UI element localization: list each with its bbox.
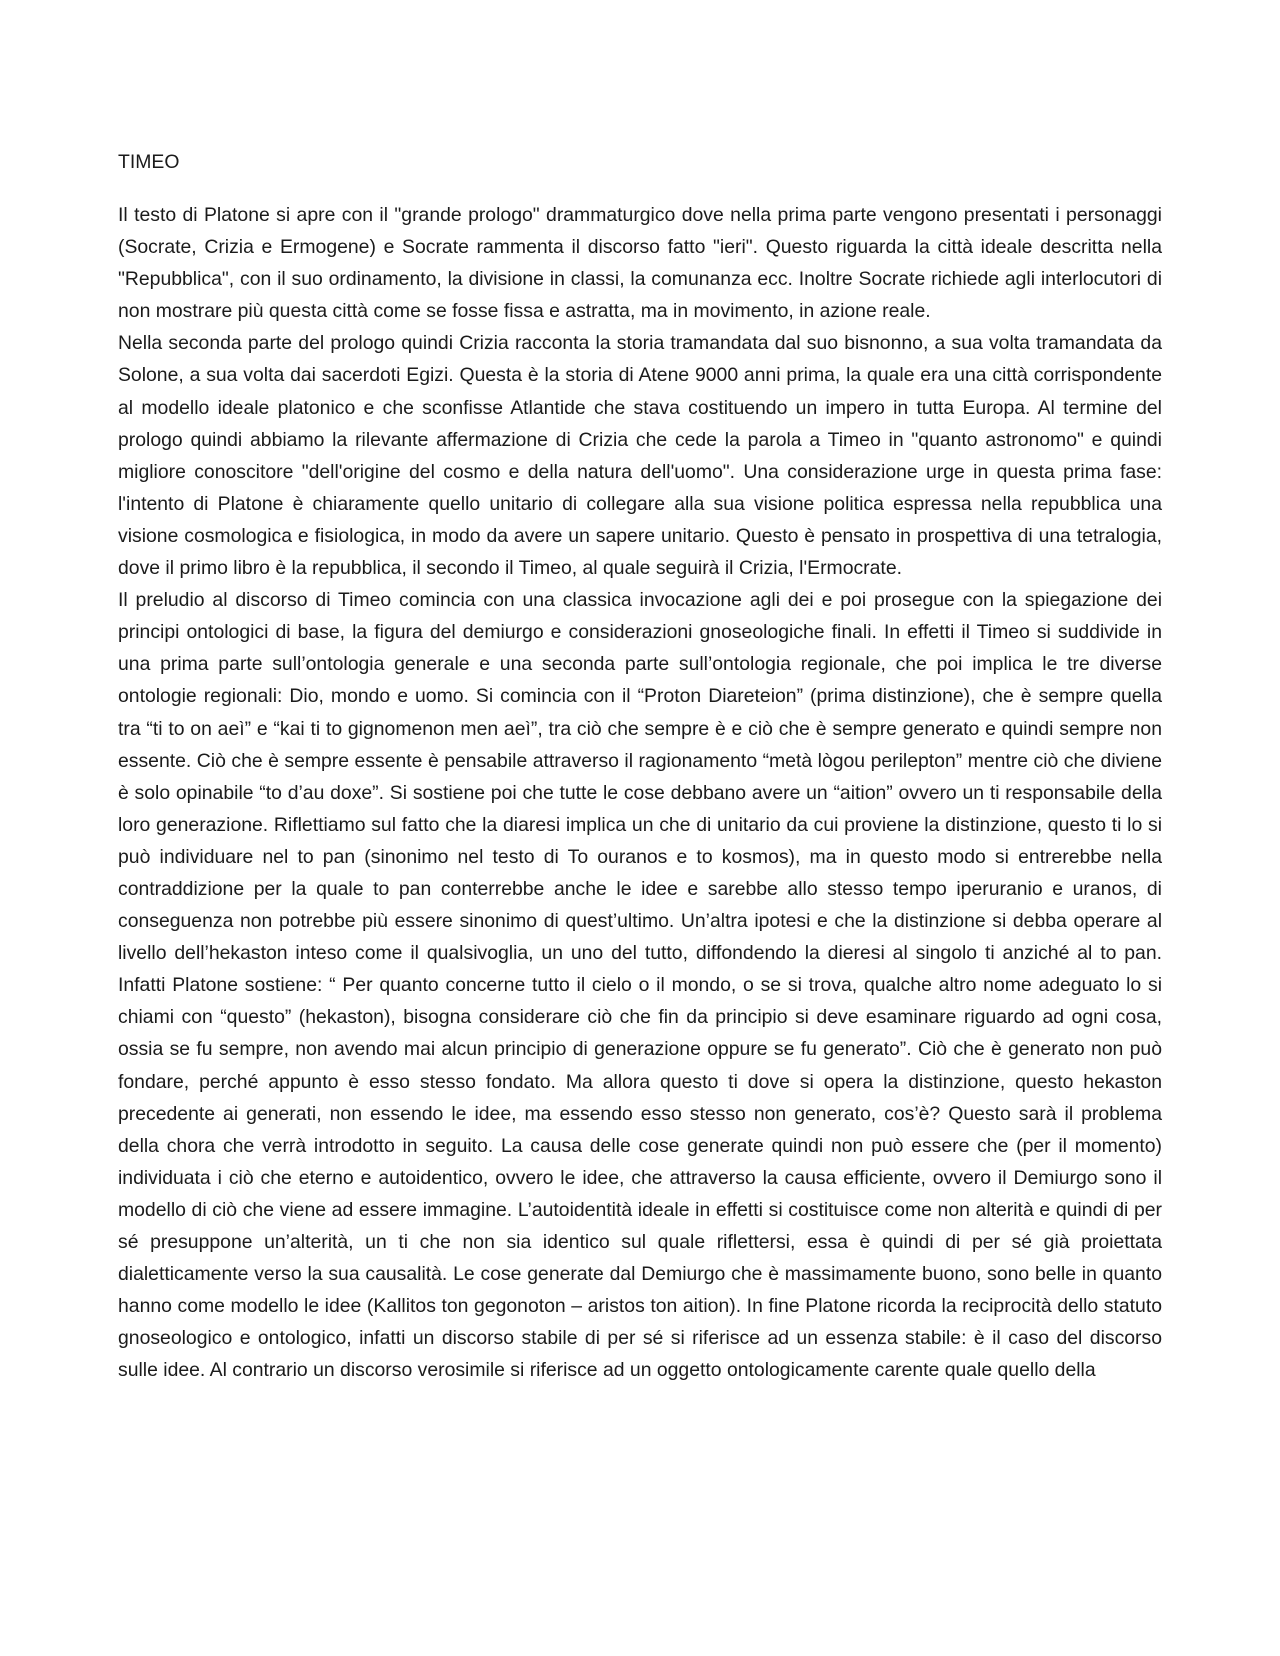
paragraph-prologue-second-part: Nella seconda parte del prologo quindi Crizia racconta la storia tramandata dal suo bisnonno, a sua volta tramandata da Solone, a sua volta dai sacerdoti Egizi. Questa è la storia di Atene 9000 anni prima, la quale era una città corrispondente al modello ideale platonico e che sconfisse Atlantide che stava costituendo un impero in tutta Europa. Al termine del prologo quindi abbiamo la rilevante affermazione di Crizia che cede la parola a Timeo in "quanto astronomo" e quindi migliore conoscitore "dell'origine del cosmo e della natura dell'uomo". Una considerazione urge in questa prima fase: l'intento di Platone è chiaramente quello unitario di collegare alla sua visione politica espressa nella repubblica una visione cosmologica e fisiologica, in modo da avere un sapere unitario. Questo è pensato in prospettiva di una tetralogia, dove il primo libro è la repubblica, il secondo il Timeo, al quale seguirà il Crizia, l'Ermocrate. [118, 332, 1162, 580]
paragraph-prologue-intro: Il testo di Platone si apre con il "grande prologo" drammaturgico dove nella prima parte vengono presentati i personaggi (Socrate, Crizia e Ermogene) e Socrate rammenta il discorso fatto "ieri". Questo riguarda la città ideale descritta nella "Repubblica", con il suo ordinamento, la divisione in classi, la comunanza ecc. Inoltre Socrate richiede agli interlocutori di non mostrare più questa città come se fosse fissa e astratta, ma in movimento, in azione reale. [118, 204, 1162, 323]
document-title: TIMEO [118, 151, 180, 173]
document-page [118, 145, 1162, 1386]
paragraph-timeo-prelude: Il preludio al discorso di Timeo comincia con una classica invocazione agli dei e poi prosegue con la spiegazione dei principi ontologici di base, la figura del demiurgo e considerazioni gnoseologiche finali. In effetti il Timeo si suddivide in una prima parte sull’ontologia generale e una seconda parte sull’ontologia regionale, che poi implica le tre diverse ontologie regionali: Dio, mondo e uomo. Si comincia con il “Proton Diareteion” (prima distinzione), che è sempre quella tra “ti to on aeì” e “kai ti to gignomenon men aeì”, tra ciò che sempre è e ciò che è sempre generato e quindi sempre non essente. Ciò che è sempre essente è pensabile attraverso il ragionamento “metà lògou perilepton” mentre ciò che diviene è solo opinabile “to d’au doxe”. Si sostiene poi che tutte le cose debbano avere un “aition” ovvero un ti responsabile della loro generazione. Riflettiamo sul fatto che la diaresi implica un che di unitario da cui proviene la distinzione, questo ti lo si può individuare nel to pan (sinonimo nel testo di To ouranos e to kosmos), ma in questo modo si entrerebbe nella contraddizione per la quale to pan conterrebbe anche le idee e sarebbe allo stesso tempo iperuranio e uranos, di conseguenza non potrebbe più essere sinonimo di quest’ultimo. Un’altra ipotesi e che la distinzione si debba operare al livello dell’hekaston inteso come il qualsivoglia, un uno del tutto, diffondendo la dieresi al singolo ti anziché al to pan. Infatti Platone sostiene: “ Per quanto concerne tutto il cielo o il mondo, o se si trova, qualche altro nome adeguato lo si chiami con “questo” (hekaston), bisogna considerare ciò che fin da principio si deve esaminare riguardo ad ogni cosa, ossia se fu sempre, non avendo mai alcun principio di generazione oppure se fu generato”. Ciò che è generato non può fondare, perché appunto è esso stesso fondato. Ma allora questo ti dove si opera la distinzione, questo hekaston precedente ai generati, non essendo le idee, ma essendo esso stesso non generato, cos’è? Questo sarà il problema della chora che verrà introdotto in seguito. La causa delle cose generate quindi non può essere che (per il momento) individuata i ciò che eterno e autoidentico, ovvero le idee, che attraverso la causa efficiente, ovvero il Demiurgo sono il modello di ciò che viene ad essere immagine. L’autoidentità ideale in effetti si costituisce come non alterità e quindi di per sé presuppone un’alterità, un ti che non sia identico sul quale riflettersi, essa è quindi di per sé già proiettata dialetticamente verso la sua causalità. Le cose generate dal Demiurgo che è massimamente buono, sono belle in quanto hanno come modello le idee (Kallitos ton gegonoton – aristos ton aition). In fine Platone ricorda la reciprocità dello statuto gnoseologico e ontologico, infatti un discorso stabile di per sé si riferisce ad un essenza stabile: è il caso del discorso sulle idee. Al contrario un discorso verosimile si riferisce ad un oggetto ontologicamente carente quale quello della [118, 589, 1162, 1382]
